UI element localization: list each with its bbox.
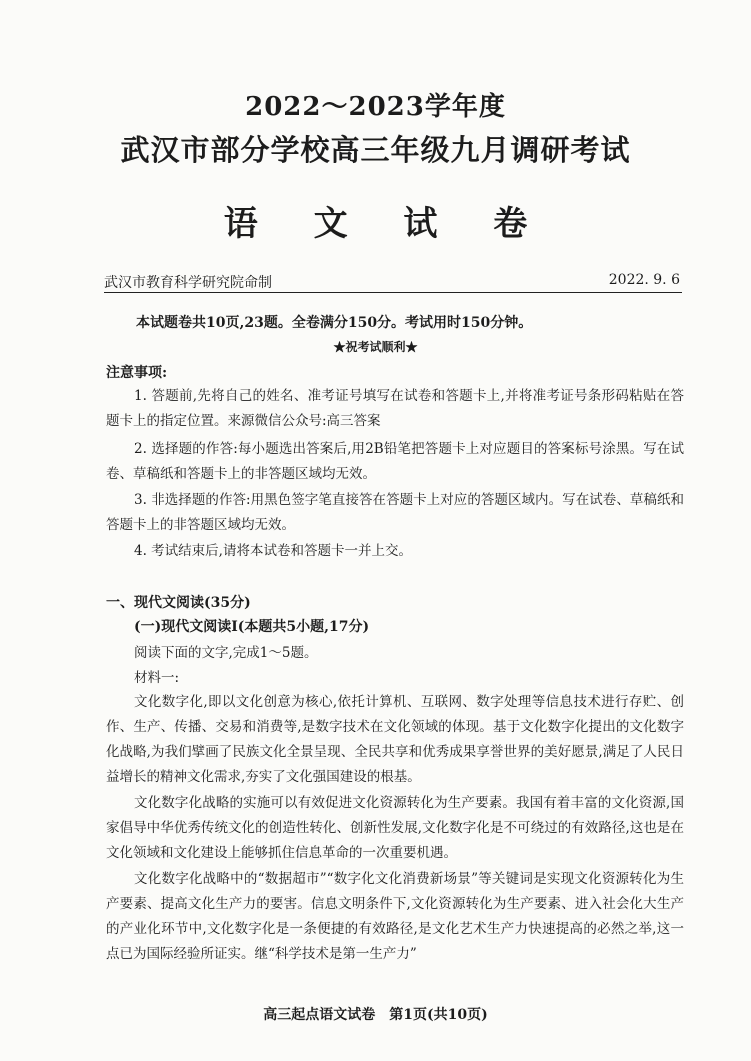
passage-paragraph: 文化数字化,即以文化创意为核心,依托计算机、互联网、数字处理等信息技术进行存贮、创作、生产、传播、交易和消费等,是数字技术在文化领域的体现。基于文化数字化提出的文化数字化战略,为我们擘画了民族文化全景呈现、全民共享和优秀成果享誉世界的美好愿景,满足了人民日益增长的精神文化需求,夯实了文化强国建设的根基。 bbox=[106, 694, 684, 785]
notice-item: 4. 考试结束后,请将本试卷和答题卡一并上交。 bbox=[134, 543, 412, 559]
section-title: 一、现代文阅读(35分) bbox=[106, 595, 251, 611]
exam-date: 2022. 9. 6 bbox=[608, 272, 680, 288]
header-divider bbox=[104, 292, 682, 293]
good-luck-banner: ★祝考试顺利★ bbox=[333, 340, 418, 354]
issuer-row bbox=[104, 272, 680, 292]
page-footer: 高三起点语文试卷 第1页(共10页) bbox=[263, 1007, 488, 1023]
passage-paragraph: 文化数字化战略中的“数据超市”“数字化文化消费新场景”等关键词是实现文化资源转化为生产要素、提高文化生产力的要害。信息文明条件下,文化资源转化为生产要素、进入社会化大生产的产业化环节中,文化数字化是一条便捷的有效路径,是文化艺术生产力快速提高的必然之举,这一点已为国际经验所证实。继“科学技术是第一生产力” bbox=[106, 871, 684, 962]
notice-title: 注意事项: bbox=[106, 365, 168, 381]
reading-instruction: 阅读下面的文字,完成1～5题。 bbox=[134, 645, 318, 661]
exam-title: 武汉市部分学校高三年级九月调研考试 bbox=[120, 133, 631, 167]
subsection-title: (一)现代文阅读Ⅰ(本题共5小题,17分) bbox=[134, 619, 370, 635]
notice-item: 1. 答题前,先将自己的姓名、准考证号填写在试卷和答题卡上,并将准考证号条形码粘贴在答题卡上的指定位置。来源微信公众号:高三答案 bbox=[106, 388, 684, 429]
subject-title: 语 文 试 卷 bbox=[223, 204, 550, 244]
passage-paragraph: 文化数字化战略的实施可以有效促进文化资源转化为生产要素。我国有着丰富的文化资源,国家倡导中华优秀传统文化的创造性转化、创新性发展,文化数字化是不可绕过的有效路径,这也是在文化领域和文化建设上能够抓住信息革命的一次重要机遇。 bbox=[106, 795, 684, 861]
issuer: 武汉市教育科学研究院命制 bbox=[104, 275, 272, 291]
exam-intro: 本试题卷共10页,23题。全卷满分150分。考试用时150分钟。 bbox=[136, 315, 533, 331]
school-year: 2022～2023学年度 bbox=[245, 92, 506, 122]
notice-item: 3. 非选择题的作答:用黑色签字笔直接答在答题卡上对应的答题区域内。写在试卷、草稿纸和答题卡上的非答题区域均无效。 bbox=[106, 492, 684, 533]
material-label: 材料一: bbox=[134, 670, 180, 686]
notice-item: 2. 选择题的作答:每小题选出答案后,用2B铅笔把答题卡上对应题目的答案标号涂黑。写在试卷、草稿纸和答题卡上的非答题区域均无效。 bbox=[106, 441, 684, 482]
